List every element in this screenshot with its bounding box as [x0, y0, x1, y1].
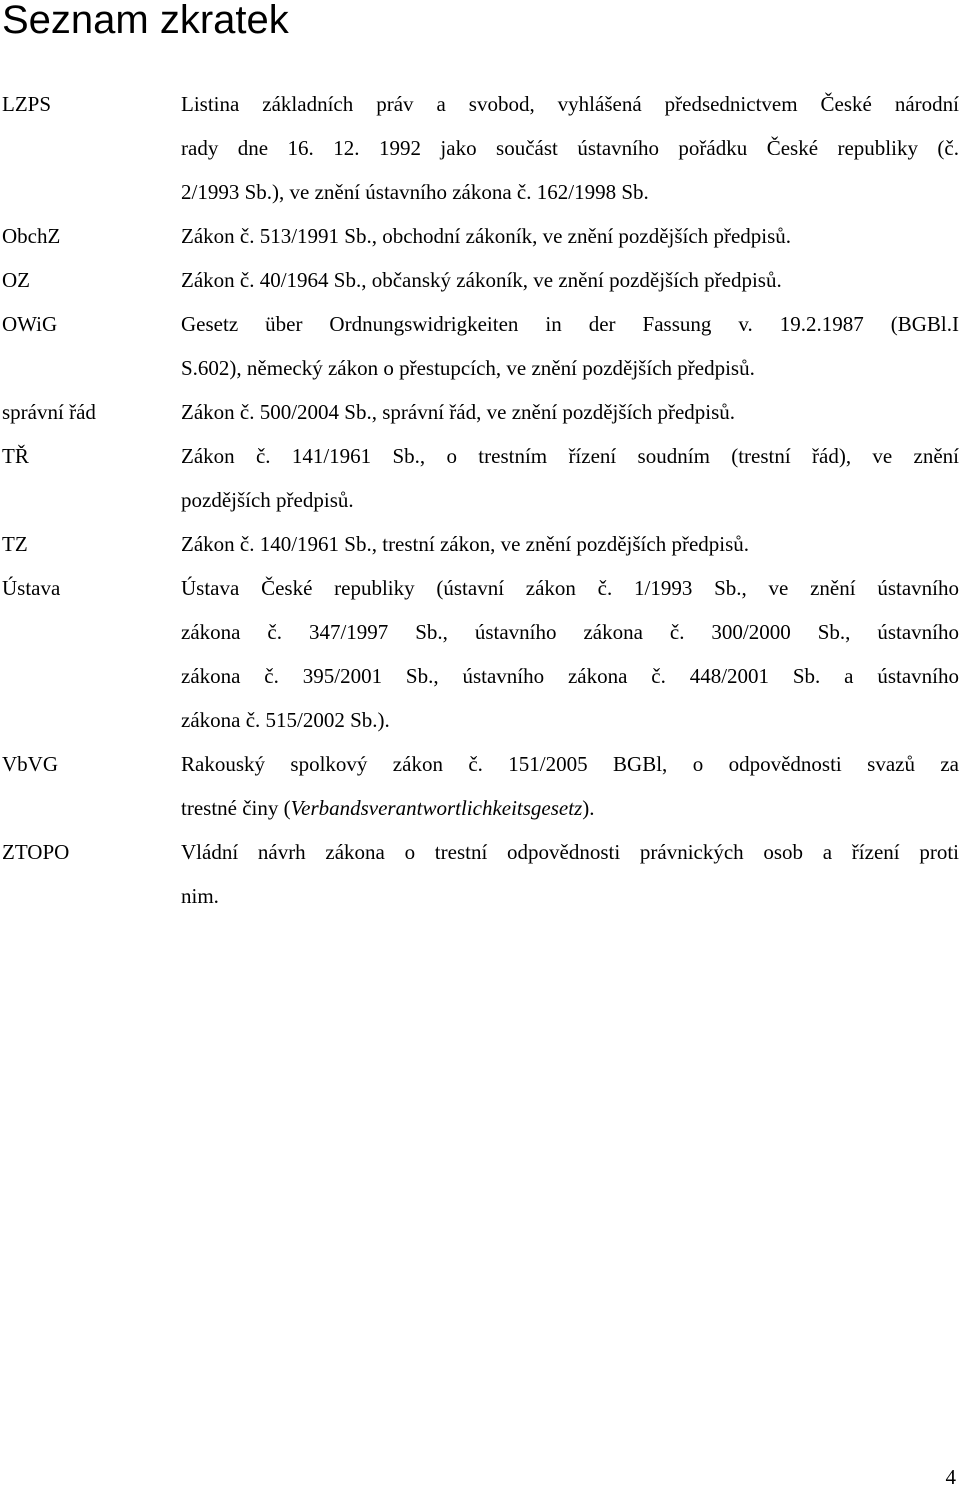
abbreviation-obchz: ObchZ [2, 224, 61, 248]
definition-ustava-line-4: zákona č. 515/2002 Sb.). [181, 708, 390, 732]
abbreviation-oz: OZ [2, 268, 30, 292]
abbreviation-ztopo: ZTOPO [2, 840, 70, 864]
definition-ztopo-line-1: Vládní návrh zákona o trestní odpovědnosti právnických osob a řízení proti [181, 840, 959, 864]
abbreviation-tr: TŘ [2, 444, 29, 468]
abbreviation-spravni-rad: správní řád [2, 400, 96, 424]
definition-lzps-line-2: rady dne 16. 12. 1992 jako součást ústavního pořádku České republiky (č. [181, 136, 959, 160]
abbreviation-owig: OWiG [2, 312, 58, 336]
definition-vbvg-line-2 [181, 786, 959, 830]
definition-lzps-line-3: 2/1993 Sb.), ve znění ústavního zákona č. 162/1998 Sb. [181, 180, 649, 204]
definition-tr-line-1: Zákon č. 141/1961 Sb., o trestním řízení soudním (trestní řád), ve znění [181, 444, 959, 468]
definition-ustava-line-3: zákona č. 395/2001 Sb., ústavního zákona č. 448/2001 Sb. a ústavního [181, 664, 959, 688]
definition-spravni-rad-line-1: Zákon č. 500/2004 Sb., správní řád, ve znění pozdějších předpisů. [181, 400, 736, 424]
abbreviation-vbvg: VbVG [2, 752, 58, 776]
definition-owig-line-2: S.602), německý zákon o přestupcích, ve znění pozdějších předpisů. [181, 356, 755, 380]
page-title: Seznam zkratek [2, 0, 289, 42]
abbreviation-tz: TZ [2, 532, 28, 556]
definition-ztopo-line-2: nim. [181, 884, 219, 908]
definition-ustava-line-1: Ústava České republiky (ústavní zákon č. 1/1993 Sb., ve znění ústavního [181, 576, 959, 600]
abbreviation-ustava: Ústava [2, 576, 61, 600]
definition-tr-line-2: pozdějších předpisů. [181, 488, 354, 512]
definition-owig-line-1: Gesetz über Ordnungswidrigkeiten in der Fassung v. 19.2.1987 (BGBl.I [181, 312, 959, 336]
definition-vbvg-law-name: Verbandsverantwortlichkeitsgesetz [290, 796, 583, 820]
definition-vbvg-line-2-prefix: trestné činy ( [181, 796, 291, 820]
definition-oz-line-1: Zákon č. 40/1964 Sb., občanský zákoník, ve znění pozdějších předpisů. [181, 268, 782, 292]
definition-lzps-line-1: Listina základních práv a svobod, vyhlášená předsednictvem České národní [181, 92, 959, 116]
abbreviation-lzps: LZPS [2, 92, 52, 116]
definition-obchz-line-1: Zákon č. 513/1991 Sb., obchodní zákoník, ve znění pozdějších předpisů. [181, 224, 792, 248]
definition-vbvg-line-2-suffix: ). [582, 796, 595, 820]
definition-vbvg-line-1: Rakouský spolkový zákon č. 151/2005 BGBl, o odpovědnosti svazů za [181, 752, 959, 776]
page-number: 4 [945, 1465, 956, 1489]
definition-ustava-line-2: zákona č. 347/1997 Sb., ústavního zákona č. 300/2000 Sb., ústavního [181, 620, 959, 644]
definition-tz-line-1: Zákon č. 140/1961 Sb., trestní zákon, ve znění pozdějších předpisů. [181, 532, 750, 556]
